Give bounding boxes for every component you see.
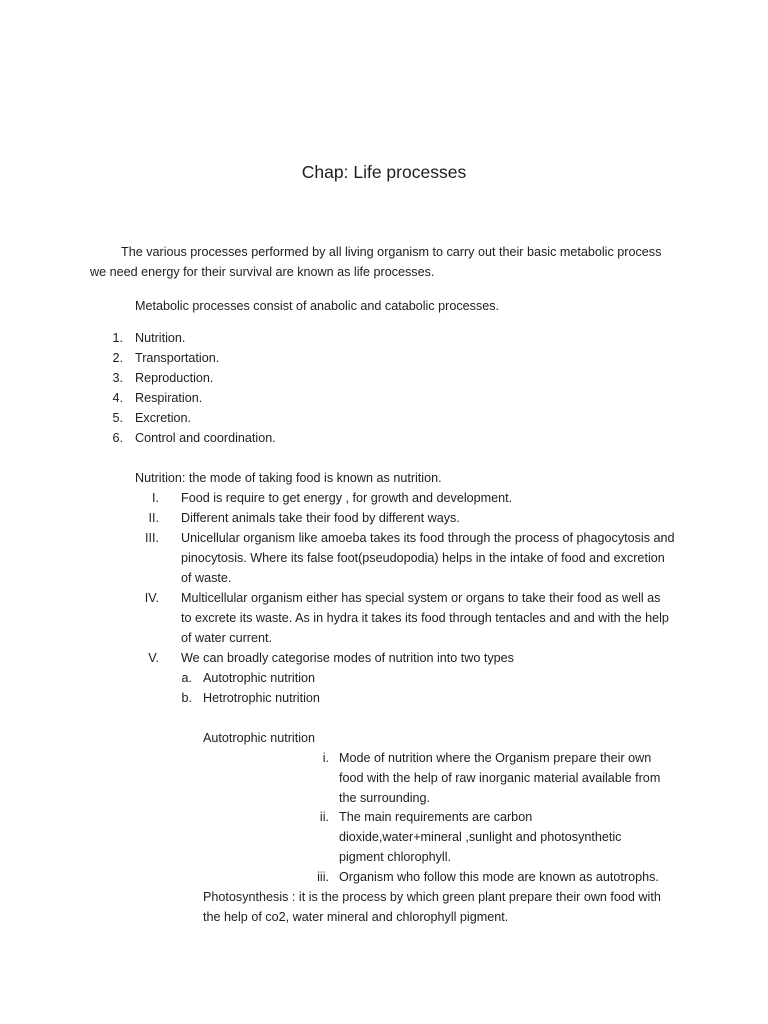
roman-number: I. [152, 491, 159, 505]
roman-number: V. [148, 651, 159, 665]
list-item-text: We can broadly categorise modes of nutrition into two types [181, 651, 514, 665]
letter-number: a. [181, 671, 192, 685]
list-item-text: food with the help of raw inorganic material available from [339, 771, 661, 785]
list-number: 5. [112, 411, 123, 425]
list-item-text: Food is require to get energy , for growth and development. [181, 491, 513, 505]
photosynthesis-line-1: Photosynthesis : it is the process by which green plant prepare their own food with [203, 890, 661, 904]
metabolic-statement: Metabolic processes consist of anabolic and catabolic processes. [135, 299, 500, 313]
roman-number: ii. [319, 810, 329, 824]
list-item-text: Transportation. [135, 351, 220, 365]
list-item-text: Nutrition. [135, 331, 186, 345]
list-item-text: Hetrotrophic nutrition [203, 691, 320, 705]
list-number: 3. [112, 371, 123, 385]
list-item-text: Multicellular organism either has special system or organs to take their food as well as [181, 591, 661, 605]
intro-line-1: The various processes performed by all living organism to carry out their basic metabolic process [121, 245, 662, 259]
roman-number: II. [148, 511, 159, 525]
list-item-text: of water current. [181, 631, 272, 645]
list-item-text: pigment chlorophyll. [339, 850, 452, 864]
list-item-text: Different animals take their food by different ways. [181, 511, 460, 525]
list-item-text: Excretion. [135, 411, 191, 425]
list-item-text: Autotrophic nutrition [203, 671, 316, 685]
list-number: 6. [112, 431, 123, 445]
list-item-text: Control and coordination. [135, 431, 276, 445]
intro-line-2: we need energy for their survival are known as life processes. [90, 265, 435, 279]
photosynthesis-line-2: the help of co2, water mineral and chlorophyll pigment. [203, 910, 509, 924]
roman-number: iii. [317, 870, 329, 884]
list-item-text: to excrete its waste. As in hydra it takes its food through tentacles and and with the help [181, 611, 669, 625]
list-item-text: pinocytosis. Where its false foot(pseudopodia) helps in the intake of food and excretion [181, 551, 665, 565]
letter-number: b. [181, 691, 192, 705]
list-item-text: Unicellular organism like amoeba takes its food through the process of phagocytosis and [181, 531, 675, 545]
list-item-text: dioxide,water+mineral ,sunlight and photosynthetic [339, 830, 622, 844]
autotrophic-heading: Autotrophic nutrition [203, 731, 316, 745]
list-item-text: Organism who follow this mode are known as autotrophs. [339, 870, 659, 884]
nutrition-heading: Nutrition: the mode of taking food is known as nutrition. [135, 471, 442, 485]
roman-number: i. [322, 751, 329, 765]
list-item-text: the surrounding. [339, 791, 431, 805]
list-item-text: Reproduction. [135, 371, 214, 385]
list-item-text: Mode of nutrition where the Organism prepare their own [339, 751, 652, 765]
list-number: 2. [112, 351, 123, 365]
list-item-text: The main requirements are carbon [339, 810, 533, 824]
roman-number: IV. [144, 591, 159, 605]
list-item-text: of waste. [181, 571, 232, 585]
list-item-text: Respiration. [135, 391, 203, 405]
page-title: Chap: Life processes [301, 162, 467, 182]
list-number: 1. [112, 331, 123, 345]
roman-number: III. [145, 531, 159, 545]
list-number: 4. [112, 391, 123, 405]
